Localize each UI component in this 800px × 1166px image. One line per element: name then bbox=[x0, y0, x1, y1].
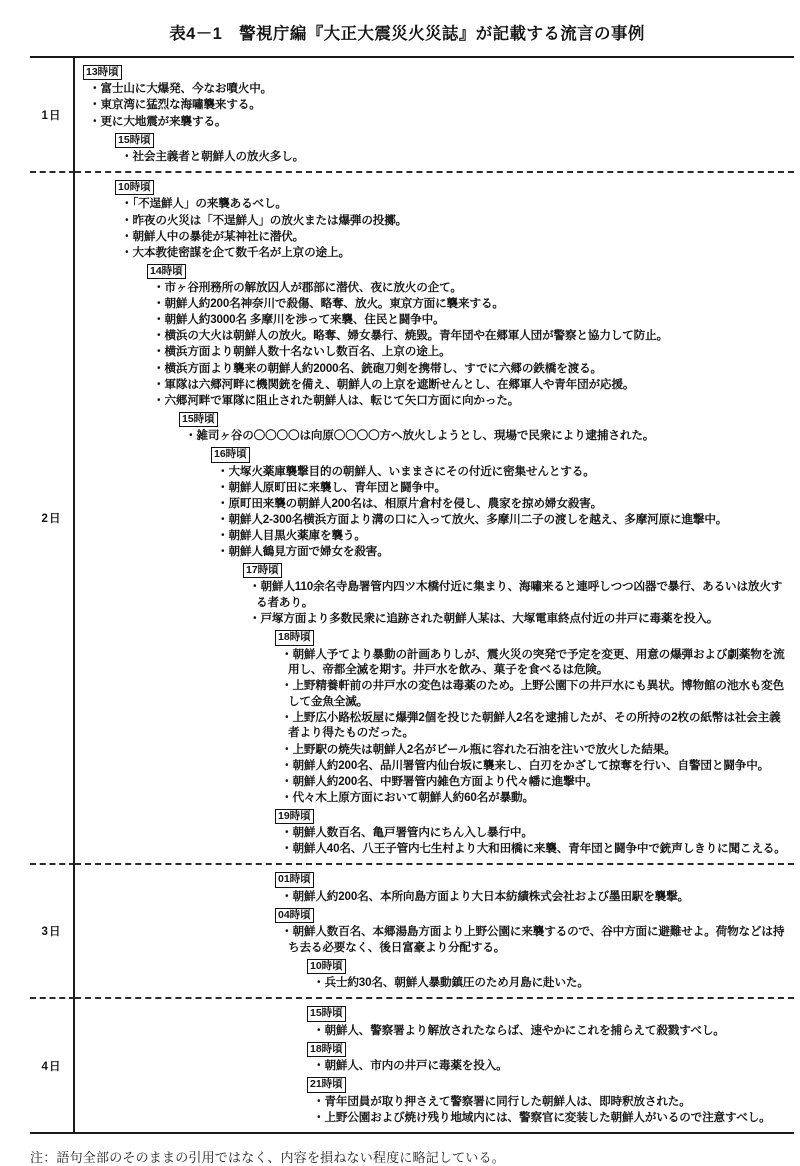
rumor-entry: ・ 上野広小路松坂屋に爆弾2個を投じた朝鮮人2名を逮捕したが、その所持の2枚の紙幣は社会主義者より得たものだった。 bbox=[281, 710, 790, 741]
time-block bbox=[147, 261, 790, 409]
rumor-entry: ・ 大塚火薬庫襲撃目的の朝鮮人、いままさにその付近に密集せんとする。 bbox=[217, 464, 790, 480]
rumor-entry: ・ 軍隊は六郷河畔に機関銃を備え、朝鮮人の上京を遮断せんとし、在郷軍人や青年団が応援。 bbox=[153, 377, 790, 393]
rumor-entry: ・ 兵士約30名、朝鮮人暴動鎮圧のため月島に赴いた。 bbox=[313, 975, 790, 991]
footnote: 注：語句全部のそのままの引用ではなく、内容を損ねない程度に略記している。 bbox=[30, 1149, 505, 1165]
rumor-entry-list bbox=[281, 647, 790, 806]
rumor-entry: ・ 朝鮮人40名、八王子管内七生村より大和田橋に来襲、青年団と闘争中で銃声しきりに聞こえる。 bbox=[281, 841, 790, 857]
day-label-cell bbox=[30, 863, 75, 997]
rumor-entry: ・ 朝鮮人約200名、中野署管内雑色方面より代々幡に進撃中。 bbox=[281, 774, 790, 790]
table-row bbox=[30, 997, 794, 1131]
rumor-entry: ・ 朝鮮人2-300名横浜方面より溝の口に入って放火、多摩川二子の渡しを越え、多摩河原に進撃中。 bbox=[217, 512, 790, 528]
rumor-entry: ・ 朝鮮人110余名寺島署管内四ツ木橋付近に集まり、海嘯来ると連呼しつつ凶器で暴行、あるいは放火する者あり。 bbox=[249, 579, 790, 610]
rumor-entry-list bbox=[313, 1058, 790, 1074]
time-block bbox=[307, 1074, 790, 1125]
rumor-entry: ・ 青年団員が取り押さえて警察署に同行した朝鮮人は、即時釈放された。 bbox=[313, 1094, 790, 1110]
rumor-entry: ・ 東京湾に猛烈な海嘯襲来する。 bbox=[89, 97, 790, 113]
time-block bbox=[179, 409, 790, 444]
rumor-entry: ・ 朝鮮人、警察署より解放されたならば、速やかにこれを捕らえて殺戮すべし。 bbox=[313, 1023, 790, 1039]
rumor-entry: ・ 朝鮮人約200名、品川署管内仙台坂に襲来し、白刃をかざして掠奪を行い、自警団と闘争中。 bbox=[281, 758, 790, 774]
rumor-entry: ・ 代々木上原方面において朝鮮人約60名が暴動。 bbox=[281, 790, 790, 806]
table-row bbox=[30, 863, 794, 997]
rumor-entry: ・ 朝鮮人約3000名 多摩川を渉って来襲、住民と闘争中。 bbox=[153, 312, 790, 328]
time-block bbox=[115, 177, 790, 260]
table-row bbox=[30, 58, 794, 171]
rumor-entry: ・ 上野駅の焼失は朝鮮人2名がビール瓶に容れた石油を注いで放火した結果。 bbox=[281, 742, 790, 758]
time-label: 17時頃 bbox=[243, 563, 282, 578]
day-events-cell bbox=[75, 997, 794, 1131]
rumor-entry: ・ 上野公園および焼け残り地域内には、警察官に変装した朝鮮人がいるので注意すべし。 bbox=[313, 1110, 790, 1126]
rumor-entry: ・ 朝鮮人約200名、本所向島方面より大日本紡績株式会社および墨田駅を襲撃。 bbox=[281, 889, 790, 905]
rumor-entry: ・ 社会主義者と朝鮮人の放火多し。 bbox=[121, 149, 790, 165]
rumor-entry-list bbox=[281, 924, 790, 955]
rumor-entry-list bbox=[121, 196, 790, 260]
rumor-entry: ・ 朝鮮人鶴見方面で婦女を殺害。 bbox=[217, 544, 790, 560]
time-block bbox=[83, 62, 790, 129]
time-block bbox=[307, 1003, 790, 1038]
day-events-cell bbox=[75, 58, 794, 171]
time-label: 21時頃 bbox=[307, 1077, 346, 1092]
time-label: 13時頃 bbox=[83, 65, 122, 80]
rumor-entry: ・ 朝鮮人予てより暴動の計画ありしが、震火災の突発で予定を変更、用意の爆弾および劇薬物を流用し、帝都全滅を期す。井戸水を飲み、菓子を食べるは危険。 bbox=[281, 647, 790, 678]
day-label-cell bbox=[30, 58, 75, 171]
time-label: 04時頃 bbox=[275, 908, 314, 923]
rumor-entry: ・ 朝鮮人約200名神奈川で殺傷、略奪、放火。東京方面に襲来する。 bbox=[153, 296, 790, 312]
day-label: 1日 bbox=[41, 109, 62, 122]
rumor-entry: ・ 朝鮮人目黒火薬庫を襲う。 bbox=[217, 528, 790, 544]
page-title: 表4－1 警視庁編『大正大震災火災誌』が記載する流言の事例 bbox=[169, 25, 645, 43]
rumor-entry: ・ 朝鮮人原町田に来襲し、青年団と闘争中。 bbox=[217, 480, 790, 496]
time-label: 16時頃 bbox=[211, 447, 250, 462]
time-label: 18時頃 bbox=[307, 1042, 346, 1057]
rumor-entry: ・ 「不逞鮮人」の来襲あるべし。 bbox=[121, 196, 790, 212]
rumor-timeline-table bbox=[30, 56, 794, 1134]
rumor-entry: ・ 朝鮮人中の暴徒が某神社に潜伏。 bbox=[121, 229, 790, 245]
rumor-entry-list bbox=[89, 81, 790, 129]
time-label: 15時頃 bbox=[307, 1006, 346, 1021]
time-label: 18時頃 bbox=[275, 630, 314, 645]
rumor-entry: ・ 横浜方面より朝鮮人数十名ないし数百名、上京の途上。 bbox=[153, 344, 790, 360]
rumor-entry: ・ 昨夜の火災は「不逞鮮人」の放火または爆弾の投擲。 bbox=[121, 213, 790, 229]
rumor-entry-list bbox=[249, 579, 790, 626]
rumor-entry: ・ 大本教徒密謀を企て数千名が上京の途上。 bbox=[121, 245, 790, 261]
time-block bbox=[307, 956, 790, 991]
rumor-entry: ・ 市ヶ谷刑務所の解放囚人が郡部に潜伏、夜に放火の企て。 bbox=[153, 280, 790, 296]
time-label: 10時頃 bbox=[307, 959, 346, 974]
time-block bbox=[243, 560, 790, 627]
rumor-entry-list bbox=[153, 280, 790, 408]
rumor-entry: ・ 朝鮮人、市内の井戸に毒薬を投入。 bbox=[313, 1058, 790, 1074]
rumor-entry-list bbox=[217, 464, 790, 560]
rumor-entry: ・ 富士山に大爆発、今なお噴火中。 bbox=[89, 81, 790, 97]
day-label: 2日 bbox=[41, 513, 62, 526]
time-block bbox=[275, 627, 790, 805]
time-label: 10時頃 bbox=[115, 180, 154, 195]
rumor-entry: ・ 朝鮮人数百名、本郷湯島方面より上野公園に来襲するので、谷中方面に避難せよ。荷物などは持ち去る必要なく、後日富豪より分配する。 bbox=[281, 924, 790, 955]
rumor-entry: ・ 横浜の大火は朝鮮人の放火。略奪、婦女暴行、焼毀。青年団や在郷軍人団が警察と協力して防止。 bbox=[153, 328, 790, 344]
time-label: 15時頃 bbox=[115, 133, 154, 148]
rumor-entry: ・ 雑司ヶ谷の〇〇〇〇は向原〇〇〇〇方へ放火しようとし、現場で民衆により逮捕された。 bbox=[185, 428, 790, 444]
time-block bbox=[307, 1039, 790, 1074]
rumor-entry: ・ 戸塚方面より多数民衆に追跡された朝鮮人某は、大塚電車終点付近の井戸に毒薬を投入。 bbox=[249, 611, 790, 627]
rumor-entry: ・ 朝鮮人数百名、亀戸署管内にちん入し暴行中。 bbox=[281, 825, 790, 841]
day-events-cell bbox=[75, 863, 794, 997]
rumor-entry-list bbox=[121, 149, 790, 165]
rumor-entry: ・ 原町田来襲の朝鮮人200名は、相原片倉村を侵し、農家を掠め婦女殺害。 bbox=[217, 496, 790, 512]
rumor-entry-list bbox=[313, 975, 790, 991]
day-label: 4日 bbox=[41, 1060, 62, 1073]
rumor-entry: ・ 六郷河畔で軍隊に阻止された朝鮮人は、転じて矢口方面に向かった。 bbox=[153, 393, 790, 409]
rumor-entry: ・ 更に大地震が来襲する。 bbox=[89, 114, 790, 130]
day-label: 3日 bbox=[41, 926, 62, 939]
rumor-entry: ・ 上野精養軒前の井戸水の変色は毒薬のため。上野公園下の井戸水にも異状。博物館の池水も変色して金魚全滅。 bbox=[281, 678, 790, 709]
day-label-cell bbox=[30, 997, 75, 1131]
rumor-entry-list bbox=[281, 825, 790, 857]
time-block bbox=[115, 130, 790, 165]
rumor-entry-list bbox=[313, 1094, 790, 1126]
time-block bbox=[275, 905, 790, 956]
rumor-entry: ・ 横浜方面より襲来の朝鮮人約2000名、銃砲刀剣を携帯し、すでに六郷の鉄橋を渡る。 bbox=[153, 361, 790, 377]
time-block bbox=[211, 444, 790, 559]
day-events-cell bbox=[75, 171, 794, 863]
table-row bbox=[30, 171, 794, 863]
time-label: 15時頃 bbox=[179, 412, 218, 427]
time-label: 19時頃 bbox=[275, 809, 314, 824]
time-block bbox=[275, 806, 790, 857]
rumor-entry-list bbox=[281, 889, 790, 905]
time-label: 01時頃 bbox=[275, 872, 314, 887]
time-block bbox=[275, 869, 790, 904]
rumor-entry-list bbox=[313, 1023, 790, 1039]
time-label: 14時頃 bbox=[147, 264, 186, 279]
day-label-cell bbox=[30, 171, 75, 863]
rumor-entry-list bbox=[185, 428, 790, 444]
